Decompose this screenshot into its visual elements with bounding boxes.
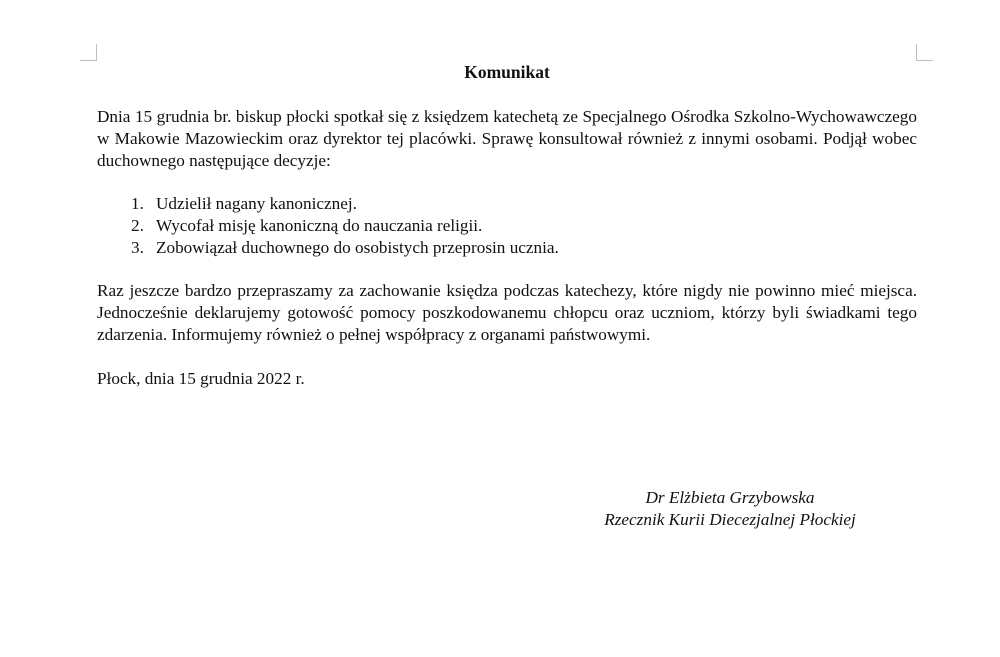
- list-item: [97, 237, 917, 259]
- list-item-number: 3.: [131, 238, 144, 257]
- list-item: [97, 193, 917, 215]
- date-line: Płock, dnia 15 grudnia 2022 r.: [97, 369, 305, 388]
- list-item-number: 2.: [131, 216, 144, 235]
- list-item-text: Udzielił nagany kanonicznej.: [156, 194, 357, 213]
- margin-corner-top-right: [916, 44, 933, 61]
- document-title: Komunikat: [464, 62, 550, 82]
- signature-role: Rzecznik Kurii Diecezjalnej Płockiej: [604, 510, 856, 529]
- margin-corner-top-left: [80, 44, 97, 61]
- list-item-number: 1.: [131, 194, 144, 213]
- signature-block: [570, 487, 890, 531]
- list-item-text: Wycofał misję kanoniczną do nauczania religii.: [156, 216, 483, 235]
- paragraph-decision-intro: Dnia 15 grudnia br. biskup płocki spotkał się z księdzem katechetą ze Specjalnego Ośrodka Szkolno-Wychowawczego w Makowie Mazowieckim oraz dyrektor tej placówki. Sprawę konsultował również z innymi osobami. Podjął wobec duchownego następujące decyzje:: [97, 107, 917, 170]
- decisions-list: [97, 193, 917, 259]
- document-body: [97, 61, 917, 390]
- list-item: [97, 215, 917, 237]
- list-item-text: Zobowiązał duchownego do osobistych przeprosin ucznia.: [156, 238, 559, 257]
- signature-name: Dr Elżbieta Grzybowska: [645, 488, 815, 507]
- paragraph-apology: Raz jeszcze bardzo przepraszamy za zachowanie księdza podczas katechezy, które nigdy nie powinno mieć miejsca. Jednocześnie deklarujemy gotowość pomocy poszkodowanemu chłopcu oraz uczniom, którzy byli świadkami tego zdarzenia. Informujemy również o pełnej współpracy z organami państwowymi.: [97, 281, 917, 344]
